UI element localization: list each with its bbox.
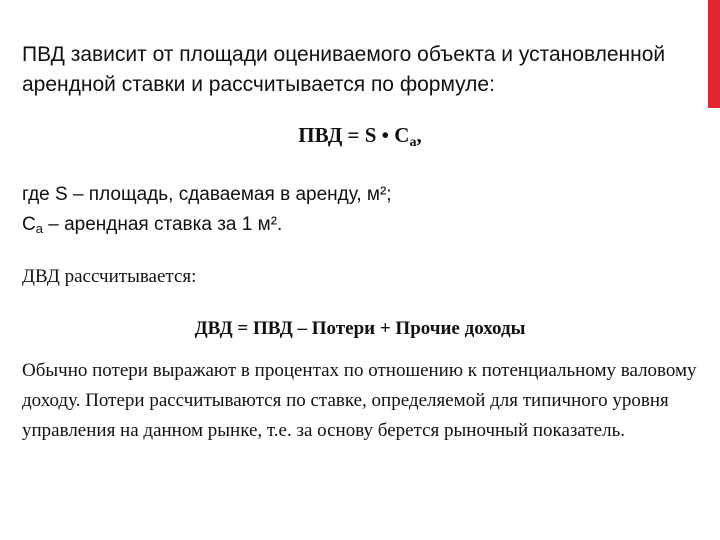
- losses-paragraph: Обычно потери выражают в процентах по отношению к потенциальному валовому доходу. Потери рассчитываются по ставке, определяемой для типичного уровня управления на данном рынке, т.е. за основу берется рыночный показатель.: [22, 360, 697, 441]
- pvd-formula-main: ПВД = S • С: [298, 123, 410, 147]
- definitions: [22, 180, 692, 244]
- definition-rate-subscript: а: [35, 221, 43, 236]
- definition-rate-symbol: С: [22, 214, 36, 235]
- dvd-intro: ДВД рассчитывается:: [22, 266, 197, 287]
- definition-area: где S – площадь, сдаваемая в аренду, м²;: [22, 184, 392, 205]
- intro-paragraph: ПВД зависит от площади оцениваемого объекта и установленной арендной ставки и рассчитывается по формуле:: [22, 43, 666, 96]
- definition-rate: [22, 210, 692, 244]
- accent-bar: [708, 0, 720, 108]
- definition-rate-text: – арендная ставка за 1 м².: [42, 214, 283, 235]
- pvd-formula-subscript: а: [409, 135, 417, 150]
- dvd-formula: ДВД = ПВД – Потери + Прочие доходы: [194, 318, 526, 339]
- pvd-formula: [0, 120, 720, 158]
- pvd-formula-tail: ,: [416, 123, 422, 147]
